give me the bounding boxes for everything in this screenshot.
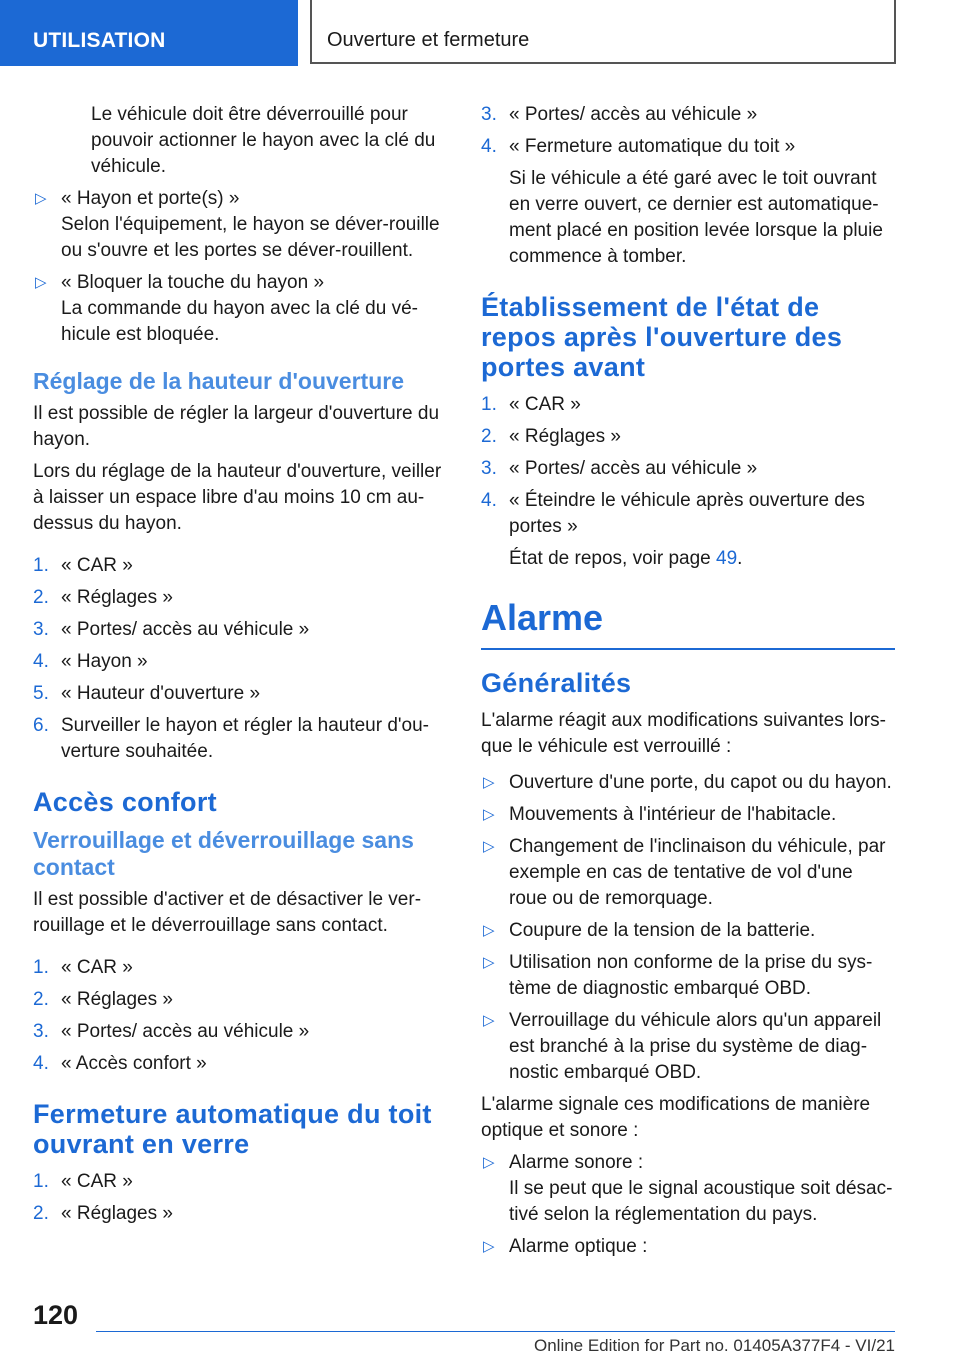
step-text: « Accès confort » bbox=[61, 1053, 207, 1074]
paragraph: L'alarme signale ces modifications de manière optique et sonore : bbox=[481, 1094, 871, 1141]
bullet-item bbox=[481, 950, 895, 1002]
bullet-item bbox=[481, 802, 895, 828]
step-text: « Hauteur d'ouverture » bbox=[61, 683, 261, 704]
step-number: 1. bbox=[33, 555, 49, 576]
section-heading: Fermeture automatique du toit ouvrant en verre bbox=[33, 1099, 432, 1159]
step-number: 3. bbox=[481, 458, 497, 479]
bullet-desc: Il se peut que le signal acoustique soit désac-tivé selon la réglementation du pays. bbox=[509, 1178, 893, 1225]
triangle-bullet-icon: ▷ bbox=[483, 806, 495, 823]
step-text: « CAR » bbox=[61, 957, 133, 978]
step-item bbox=[481, 488, 895, 540]
reference-suffix: . bbox=[737, 548, 743, 569]
step-item bbox=[481, 134, 895, 160]
step-text: « Portes/ accès au véhicule » bbox=[509, 104, 758, 125]
chapter-title: Ouverture et fermeture bbox=[310, 0, 896, 64]
step-number: 2. bbox=[33, 989, 49, 1010]
step-text: « Réglages » bbox=[61, 587, 173, 608]
bullet-item bbox=[481, 1234, 895, 1260]
step-number: 4. bbox=[481, 136, 497, 157]
step-item bbox=[33, 553, 446, 579]
step-number: 1. bbox=[33, 957, 49, 978]
step-number: 6. bbox=[33, 715, 49, 736]
triangle-bullet-icon: ▷ bbox=[483, 838, 495, 855]
section-tab: UTILISATION bbox=[0, 0, 298, 66]
bullet-text: Ouverture d'une porte, du capot ou du hayon. bbox=[509, 772, 892, 793]
section-heading: Réglage de la hauteur d'ouverture bbox=[33, 368, 404, 394]
triangle-bullet-icon: ▷ bbox=[483, 1154, 495, 1171]
bullet-desc: La commande du hayon avec la clé du vé-hicule est bloquée. bbox=[61, 298, 418, 345]
bullet-label: Alarme sonore : bbox=[509, 1152, 644, 1173]
page-link[interactable]: 49 bbox=[716, 548, 738, 569]
step-number: 4. bbox=[481, 490, 497, 511]
step-item bbox=[33, 1169, 446, 1195]
right-column bbox=[481, 102, 895, 1266]
step-text: « CAR » bbox=[61, 1171, 133, 1192]
step-text: « Réglages » bbox=[61, 1203, 173, 1224]
chapter-heading: Alarme bbox=[481, 597, 604, 638]
step-number: 2. bbox=[33, 587, 49, 608]
bullet-text: Mouvements à l'intérieur de l'habitacle. bbox=[509, 804, 837, 825]
triangle-bullet-icon: ▷ bbox=[483, 1238, 495, 1255]
step-number: 3. bbox=[33, 1021, 49, 1042]
step-text: « CAR » bbox=[61, 555, 133, 576]
step-text: « Réglages » bbox=[61, 989, 173, 1010]
triangle-bullet-icon: ▷ bbox=[35, 274, 47, 291]
step-text: « Réglages » bbox=[509, 426, 621, 447]
footer-divider bbox=[96, 1331, 895, 1332]
step-text: « CAR » bbox=[509, 394, 581, 415]
bullet-item bbox=[33, 270, 446, 348]
triangle-bullet-icon: ▷ bbox=[483, 954, 495, 971]
step-text: Surveiller le hayon et régler la hauteur d'ou-verture souhaitée. bbox=[61, 715, 430, 762]
step-item bbox=[481, 392, 895, 418]
triangle-bullet-icon: ▷ bbox=[35, 190, 47, 207]
bullet-text: Coupure de la tension de la batterie. bbox=[509, 920, 816, 941]
bullet-label: « Hayon et porte(s) » bbox=[61, 188, 240, 209]
step-item bbox=[481, 424, 895, 450]
paragraph: Il est possible d'activer et de désactiver le ver-rouillage et le déverrouillage sans contact. bbox=[33, 889, 422, 936]
edition-footer: Online Edition for Part no. 01405A377F4 - VI/21 bbox=[533, 1336, 895, 1355]
bullet-text: Utilisation non conforme de la prise du sys-tème de diagnostic embarqué OBD. bbox=[509, 952, 873, 999]
bullet-item bbox=[33, 186, 446, 264]
bullet-item bbox=[481, 918, 895, 944]
bullet-item bbox=[481, 1150, 895, 1228]
step-item bbox=[33, 585, 446, 611]
step-text: « Fermeture automatique du toit » bbox=[509, 136, 796, 157]
triangle-bullet-icon: ▷ bbox=[483, 1012, 495, 1029]
triangle-bullet-icon: ▷ bbox=[483, 774, 495, 791]
step-item bbox=[33, 681, 446, 707]
paragraph: Lors du réglage de la hauteur d'ouverture, veiller à laisser un espace libre d'au moins 10 cm au-dessus du hayon. bbox=[33, 461, 442, 534]
step-number: 4. bbox=[33, 651, 49, 672]
bullet-text: Alarme optique : bbox=[509, 1236, 648, 1257]
step-text: « Éteindre le véhicule après ouverture des portes » bbox=[509, 490, 865, 537]
step-number: 2. bbox=[33, 1203, 49, 1224]
paragraph: L'alarme réagit aux modifications suivantes lors-que le véhicule est verrouillé : bbox=[481, 710, 886, 757]
step-number: 3. bbox=[481, 104, 497, 125]
bullet-text: Verrouillage du véhicule alors qu'un appareil est branché à la prise du système de diag-nostic embarqué OBD. bbox=[509, 1010, 882, 1083]
section-heading: Accès confort bbox=[33, 787, 217, 817]
intro-text: Le véhicule doit être déverrouillé pour pouvoir actionner le hayon avec la clé du véhicule. bbox=[91, 104, 436, 177]
reference-text: État de repos, voir page bbox=[509, 548, 717, 569]
step-text: « Portes/ accès au véhicule » bbox=[61, 1021, 310, 1042]
step-item bbox=[33, 1051, 446, 1077]
section-heading: Généralités bbox=[481, 668, 632, 698]
step-item bbox=[33, 955, 446, 981]
page-reference bbox=[481, 546, 895, 572]
step-number: 4. bbox=[33, 1053, 49, 1074]
page-number: 120 bbox=[33, 1300, 79, 1330]
step-number: 3. bbox=[33, 619, 49, 640]
step-item bbox=[33, 649, 446, 675]
step-item bbox=[33, 1201, 446, 1227]
step-item bbox=[481, 102, 895, 128]
paragraph: Il est possible de régler la largeur d'ouverture du hayon. bbox=[33, 403, 440, 450]
section-heading: Établissement de l'état de repos après l'ouverture des portes avant bbox=[481, 292, 843, 382]
step-item bbox=[481, 456, 895, 482]
step-item bbox=[33, 617, 446, 643]
bullet-item bbox=[481, 834, 895, 912]
step-text: « Portes/ accès au véhicule » bbox=[509, 458, 758, 479]
step-text: « Hayon » bbox=[61, 651, 148, 672]
step-number: 2. bbox=[481, 426, 497, 447]
step-number: 5. bbox=[33, 683, 49, 704]
triangle-bullet-icon: ▷ bbox=[483, 922, 495, 939]
left-column bbox=[33, 102, 446, 1233]
step-item bbox=[33, 713, 446, 765]
bullet-label: « Bloquer la touche du hayon » bbox=[61, 272, 325, 293]
step-number: 1. bbox=[33, 1171, 49, 1192]
bullet-item bbox=[481, 770, 895, 796]
step-item bbox=[33, 987, 446, 1013]
step-number: 1. bbox=[481, 394, 497, 415]
step-item bbox=[33, 1019, 446, 1045]
bullet-desc: Selon l'équipement, le hayon se déver-rouille ou s'ouvre et les portes se déver-rouillent. bbox=[61, 214, 440, 261]
bullet-item bbox=[481, 1008, 895, 1086]
chapter-heading-block bbox=[481, 598, 895, 650]
bullet-text: Changement de l'inclinaison du véhicule, par exemple en cas de tentative de vol d'une roue ou de remorquage. bbox=[509, 836, 886, 909]
step-text: « Portes/ accès au véhicule » bbox=[61, 619, 310, 640]
step-desc: Si le véhicule a été garé avec le toit ouvrant en verre ouvert, ce dernier est automatique-ment placé en position levée lorsque la pluie commence à tomber. bbox=[509, 168, 883, 267]
subsection-heading: Verrouillage et déverrouillage sans contact bbox=[33, 827, 414, 880]
